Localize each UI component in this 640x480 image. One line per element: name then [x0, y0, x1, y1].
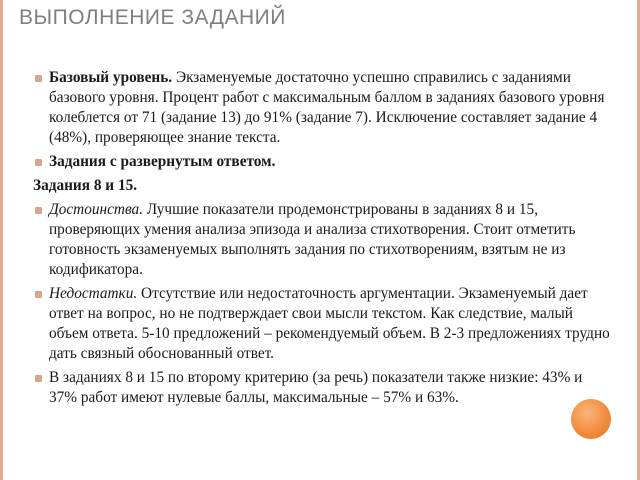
- slide-title: ВЫПОЛНЕНИЕ ЗАДАНИЙ: [19, 6, 286, 29]
- item-lead: Базовый уровень.: [49, 69, 173, 86]
- item-text: Отсутствие или недостаточность аргументации. Экзаменуемый дает ответ на вопрос, но не подтверждает свои мысли текстом. Как следствие, малый объем ответа. 5-10 предложений – рекомендуемый объем. В 2-3 предложениях трудно дать связный обоснованный ответ.: [49, 285, 610, 362]
- subheading: Задания 8 и 15.: [33, 177, 138, 194]
- bullet-icon: [35, 207, 42, 214]
- bullet-icon: [35, 75, 42, 82]
- list-item-extended-answer: [35, 152, 610, 172]
- bullet-icon: [35, 159, 42, 166]
- list-item-basic-level: [35, 68, 610, 148]
- item-lead: Задания с развернутым ответом.: [49, 153, 276, 170]
- list-item-speech-criterion: [35, 368, 610, 408]
- item-lead: Достоинства.: [49, 201, 143, 218]
- orange-circle-icon: [571, 399, 611, 439]
- slide-content: [35, 68, 610, 412]
- item-text: Лучшие показатели продемонстрированы в заданиях 8 и 15, проверяющих умения анализа эпизода и анализа стихотворения. Стоит отметить готовность экзаменуемых выполнять задания по стихотворениям, взятым не из кодификатора.: [49, 201, 576, 278]
- list-item-weaknesses: [35, 284, 610, 364]
- item-text: В заданиях 8 и 15 по второму критерию (за речь) показатели также низкие: 43% и 37% работ имеют нулевые баллы, максимальные – 57% и 63%.: [49, 369, 583, 406]
- item-text: Экзаменуемые достаточно успешно справились с заданиями базового уровня. Процент работ с максимальным баллом в заданиях базового уровня колеблется от 71 (задание 13) до 91% (задание 7). Исключение составляет задание 4 (48%), проверяющее знание текста.: [49, 69, 605, 146]
- list-item-strengths: [35, 200, 610, 280]
- item-lead: Недостатки.: [49, 285, 138, 302]
- slide-frame-left: [0, 0, 3, 480]
- bullet-icon: [35, 375, 42, 382]
- bullet-icon: [35, 291, 42, 298]
